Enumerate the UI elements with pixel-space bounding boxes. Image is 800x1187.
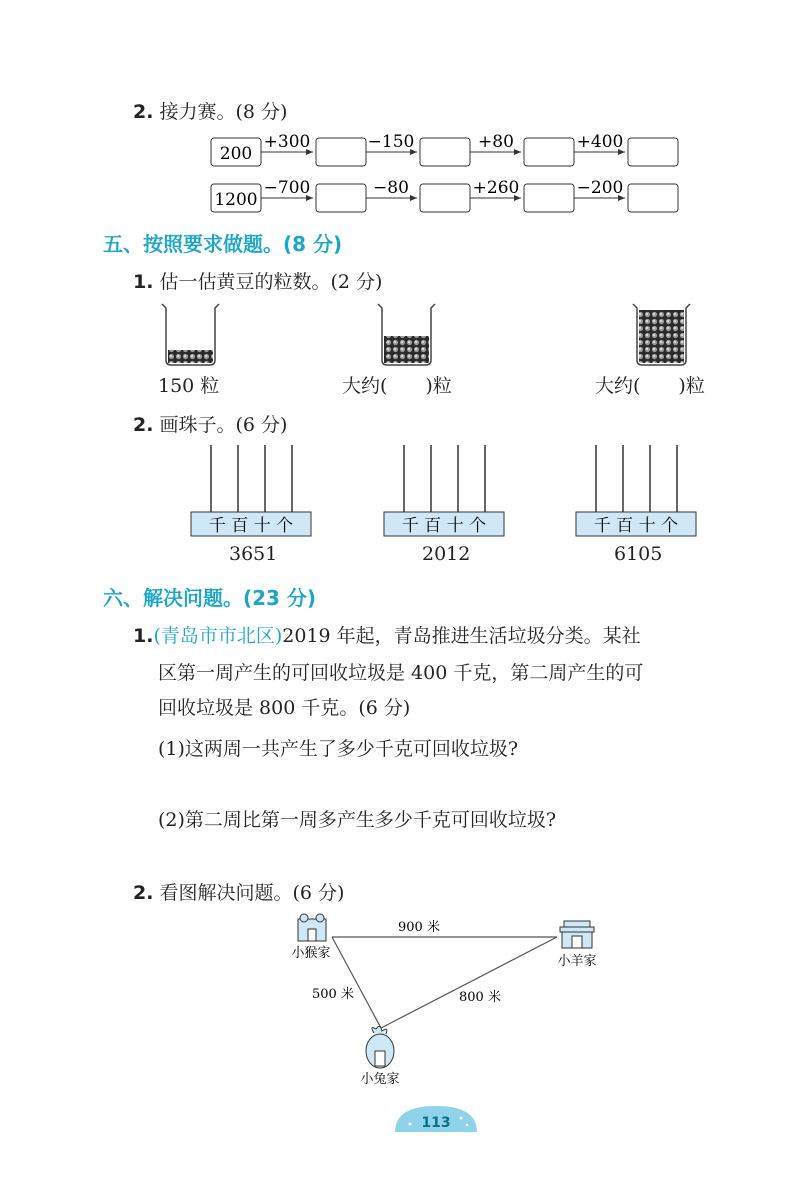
- abacus-1[interactable]: [191, 445, 311, 536]
- relay-op: +300: [263, 132, 311, 152]
- relay-op: +80: [478, 132, 514, 152]
- abacus-number-3: 6105: [614, 543, 663, 565]
- path-rabbit-sheep: [381, 937, 557, 1028]
- relay-answer-box[interactable]: [524, 138, 574, 166]
- abacus-place-labels: 千 百 十 个: [593, 516, 679, 536]
- distance-label: 900 米: [398, 920, 440, 935]
- relay-row-2: [211, 178, 678, 212]
- page-number-badge: [395, 1104, 477, 1134]
- house-label: 小兔家: [360, 1072, 400, 1087]
- distance-map: [0, 905, 800, 1095]
- house-label: 小羊家: [557, 954, 597, 969]
- question-number: 2.: [133, 414, 154, 436]
- abacus-place-labels: 千 百 十 个: [208, 516, 294, 536]
- question-text: 估一估黄豆的粒数。(2 分): [159, 271, 383, 293]
- relay-answer-box[interactable]: [628, 138, 678, 166]
- abacus-group: [0, 445, 800, 545]
- relay-answer-box[interactable]: [316, 184, 366, 212]
- question-text: 画珠子。(6 分): [159, 414, 288, 436]
- abacus-place-labels: 千 百 十 个: [401, 516, 487, 536]
- s6-q1-sub2: (2)第二周比第一周多产生多少千克可回收垃圾?: [158, 809, 557, 831]
- relay-op: −80: [373, 178, 409, 198]
- beaker-label-3: 大约( )粒: [595, 375, 705, 397]
- abacus-number-2: 2012: [422, 543, 471, 565]
- path-monkey-rabbit: [332, 937, 381, 1028]
- question-number: 2.: [133, 882, 154, 904]
- beans-fill: [168, 350, 213, 363]
- beaker-1: [162, 304, 219, 365]
- relay-op: −200: [576, 178, 624, 198]
- s5-q2-heading: [133, 410, 287, 437]
- beakers: [0, 290, 800, 370]
- question-text: 2019 年起，青岛推进生活垃圾分类。某社: [282, 625, 641, 647]
- question-number: 2.: [133, 101, 154, 123]
- relay-answer-box[interactable]: [420, 184, 470, 212]
- relay-answer-box[interactable]: [316, 138, 366, 166]
- relay-diagram: [0, 0, 800, 230]
- beaker-label-2: 大约( )粒: [342, 375, 452, 397]
- sheep-house-icon: [560, 921, 594, 948]
- relay-answer-box[interactable]: [524, 184, 574, 212]
- house-label: 小猴家: [291, 946, 331, 961]
- s6-q1-line1: [133, 621, 641, 648]
- beans-fill: [384, 336, 429, 363]
- s6-q2-heading: [133, 878, 344, 905]
- question-text: 看图解决问题。(6 分): [159, 882, 345, 904]
- s6-q1-line2: 区第一周产生的可回收垃圾是 400 千克，第二周产生的可: [158, 662, 644, 684]
- distance-label: 800 米: [459, 990, 501, 1005]
- abacus-3[interactable]: [576, 445, 696, 536]
- relay-op: −150: [367, 132, 415, 152]
- page-number: 113: [421, 1115, 451, 1131]
- relay-row-1: [211, 132, 678, 166]
- question-number: 1.: [133, 271, 154, 293]
- question-number: 1.: [133, 625, 154, 647]
- relay-answer-box[interactable]: [628, 184, 678, 212]
- abacus-number-1: 3651: [229, 543, 278, 565]
- question-text: 接力赛。(8 分): [159, 101, 288, 123]
- rabbit-house-icon: [366, 1026, 394, 1068]
- beaker-2: [378, 304, 435, 365]
- s6-q1-sub1: (1)这两周一共产生了多少千克可回收垃圾?: [158, 738, 519, 760]
- beaker-3: [633, 304, 690, 365]
- relay-op: +260: [472, 178, 520, 198]
- monkey-house-icon: [298, 914, 326, 941]
- relay-start-value: 200: [219, 144, 253, 164]
- relay-answer-box[interactable]: [420, 138, 470, 166]
- beaker-label-1: 150 粒: [158, 375, 220, 397]
- abacus-2[interactable]: [384, 445, 504, 536]
- source-tag: (青岛市市北区): [153, 625, 283, 647]
- relay-op: +400: [576, 132, 624, 152]
- s6-q1-line3: 回收垃圾是 800 千克。(6 分): [158, 697, 411, 719]
- section-5-title: 五、按照要求做题。(8 分): [103, 232, 343, 256]
- distance-label: 500 米: [312, 987, 354, 1002]
- section-6-title: 六、解决问题。(23 分): [103, 586, 317, 610]
- relay-start-value: 1200: [214, 190, 258, 210]
- relay-op: −700: [263, 178, 311, 198]
- beans-fill: [639, 310, 684, 363]
